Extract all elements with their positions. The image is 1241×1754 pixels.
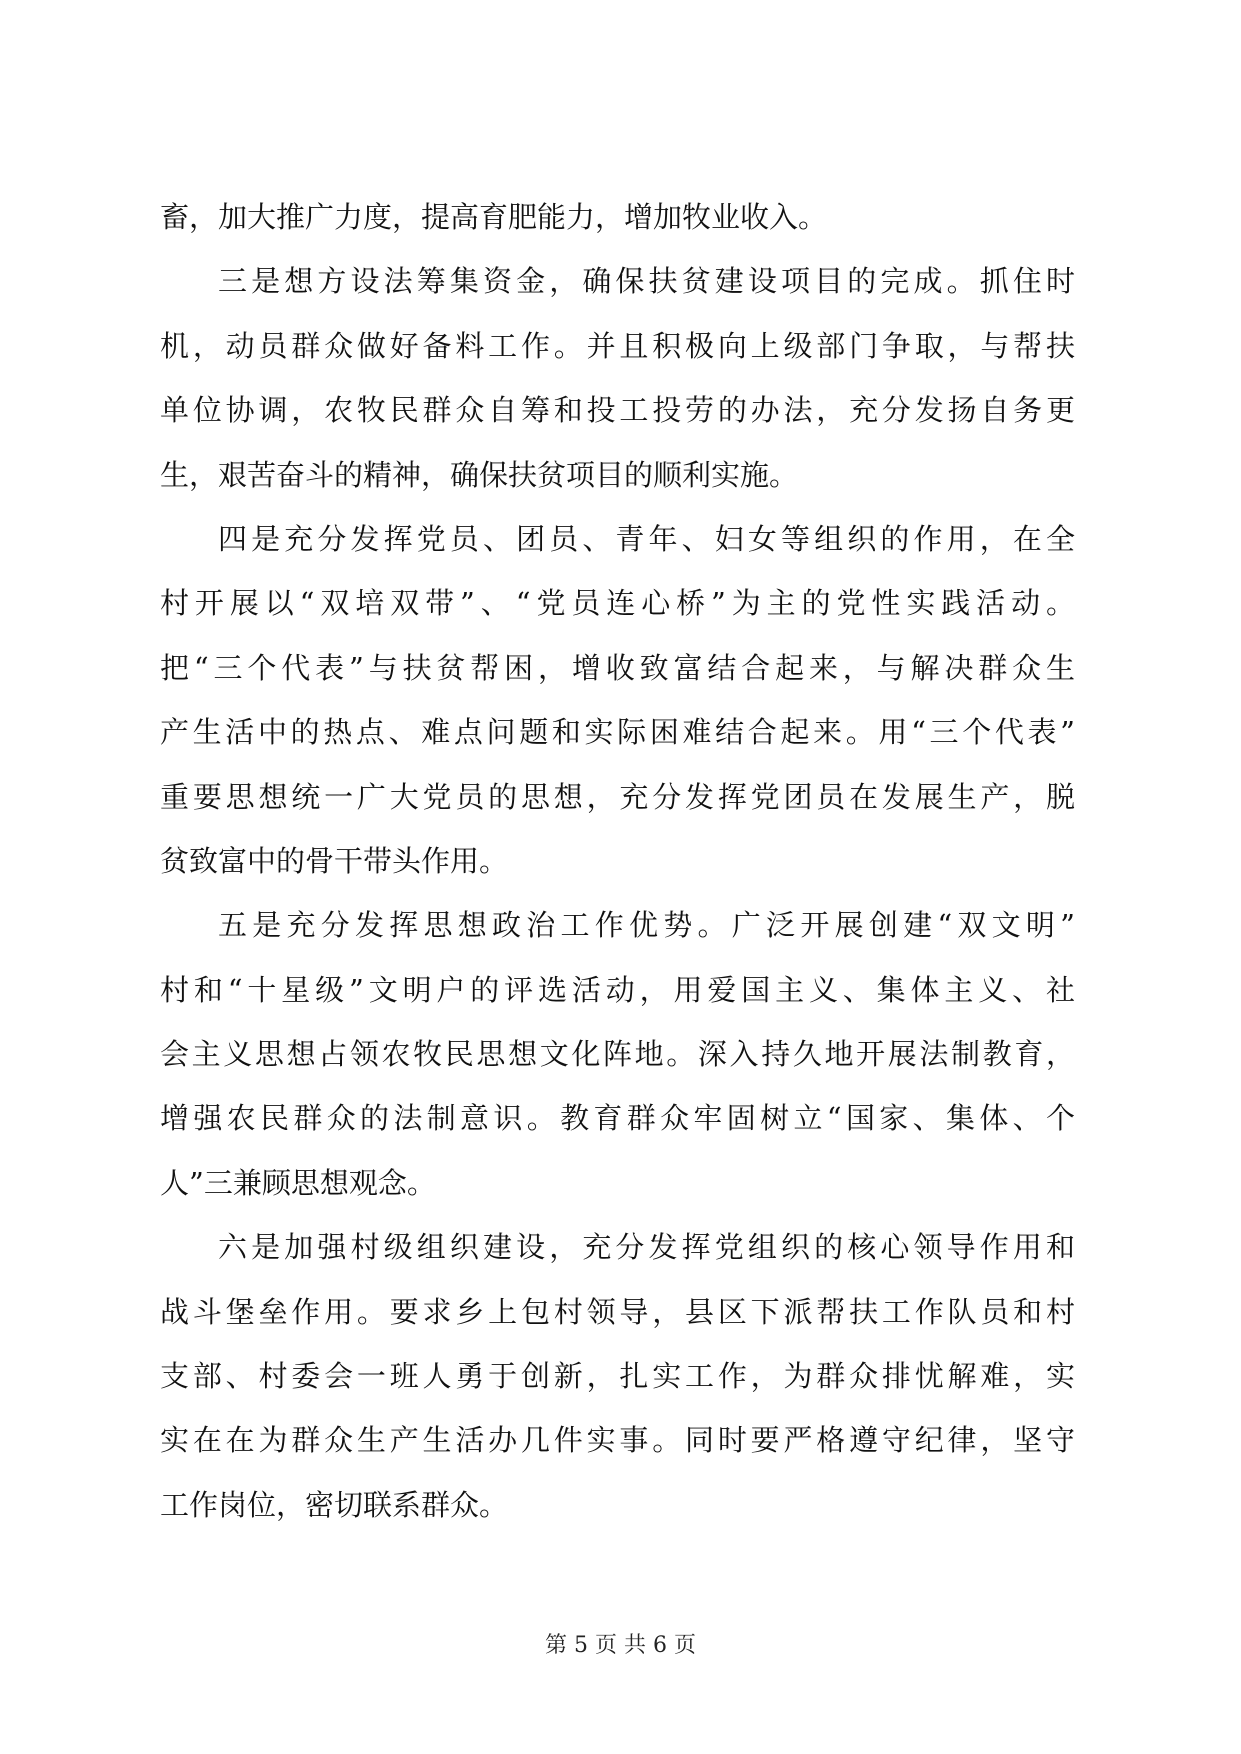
text-line: 畜，加大推广力度，提高育肥能力，增加牧业收入。 [160,200,828,234]
text-line: 机，动员群众做好备料工作。并且积极向上级部门争取，与帮扶 [160,328,1075,363]
text-line: 贫致富中的骨干带头作用。 [160,843,509,878]
text-line: 村和“十星级”文明户的评选活动，用爱国主义、集体主义、社 [160,972,1075,1007]
text-line: 把“三个代表”与扶贫帮困，增收致富结合起来，与解决群众生 [160,650,1075,685]
text-line: 六是加强村级组织建设，充分发挥党组织的核心领导作用和 [218,1230,1075,1265]
text-line: 生，艰苦奋斗的精神，确保扶贫项目的顺利实施。 [160,457,799,492]
text-line: 产生活中的热点、难点问题和实际困难结合起来。用“三个代表” [160,715,1075,750]
text-line: 五是充分发挥思想政治工作优势。广泛开展创建“双文明” [218,908,1075,943]
text-line: 三是想方设法筹集资金，确保扶贫建设项目的完成。抓住时 [218,264,1075,299]
text-line: 人”三兼顾思想观念。 [160,1165,436,1200]
text-line: 四是充分发挥党员、团员、青年、妇女等组织的作用，在全 [218,521,1075,556]
text-line: 增强农民群众的法制意识。教育群众牢固树立“国家、集体、个 [160,1101,1075,1136]
text-line: 会主义思想占领农牧民思想文化阵地。深入持久地开展法制教育， [160,1037,1075,1072]
text-line: 工作岗位，密切联系群众。 [160,1487,509,1522]
text-line: 支部、村委会一班人勇于创新，扎实工作，为群众排忧解难，实 [160,1359,1075,1394]
body-text [160,185,1075,1537]
text-line: 村开展以“双培双带”、“党员连心桥”为主的党性实践活动。 [160,586,1075,621]
text-line: 实在在为群众生产生活办几件实事。同时要严格遵守纪律，坚守 [160,1423,1075,1458]
text-line: 战斗堡垒作用。要求乡上包村领导，县区下派帮扶工作队员和村 [160,1294,1075,1329]
page-footer: 第 5 页 共 6 页 [545,1633,696,1658]
text-line: 重要思想统一广大党员的思想，充分发挥党团员在发展生产，脱 [160,779,1075,814]
text-line: 单位协调，农牧民群众自筹和投工投劳的办法，充分发扬自务更 [160,393,1075,428]
